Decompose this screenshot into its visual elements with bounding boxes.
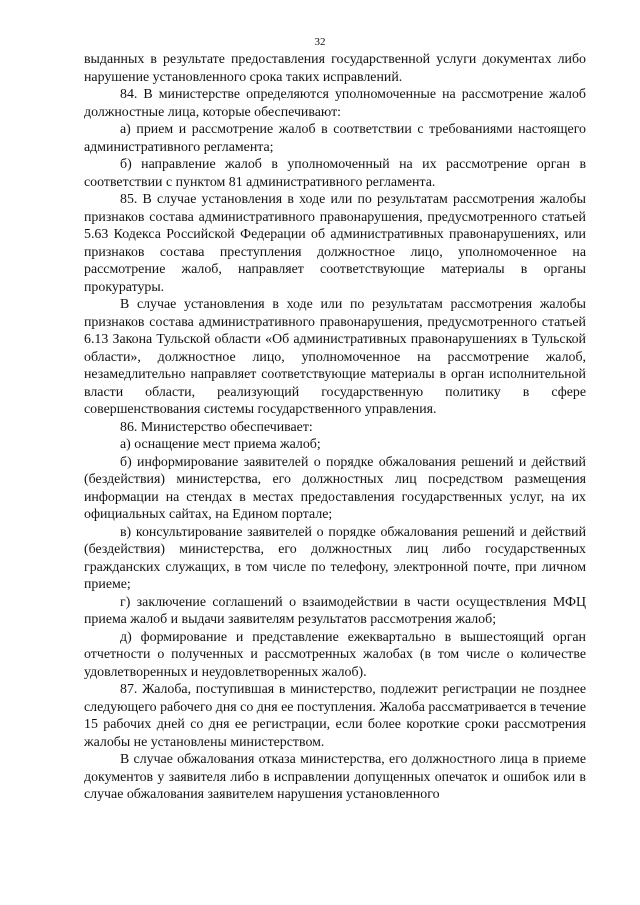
paragraph-86: 86. Министерство обеспечивает: [120, 419, 313, 435]
paragraph-85: 85. В случае установления в ходе или по результатам рассмотрения жалобы признаков состава административного правонарушения, предусмотренного статьей 5.63 Кодекса Российской Федерации об административных правонарушениях, или признаков состава преступления должностное лицо, уполномоченное на рассмотрение жалоб, направляет соответствующие материалы в органы прокуратуры. [84, 192, 586, 295]
document-body [84, 51, 586, 804]
page-number: 32 [314, 36, 326, 48]
paragraph-87: 87. Жалоба, поступившая в министерство, подлежит регистрации не позднее следующего рабочего дня со дня ее поступления. Жалоба рассматривается в течение 15 рабочих дней со дня ее регистрации, если более короткие сроки рассмотрения жалобы не установлены министерством. [84, 682, 586, 750]
paragraph-86-b: б) информирование заявителей о порядке обжалования решений и действий (бездействия) министерства, его должностных лиц посредством размещения информации на стендах в местах предоставления государственных услуг, на их официальных сайтах, на Едином портале; [84, 454, 586, 522]
paragraph-84: 84. В министерстве определяются уполномоченные на рассмотрение жалоб должностные лица, которые обеспечивают: [84, 87, 586, 120]
paragraph-85-second: В случае установления в ходе или по результатам рассмотрения жалобы признаков состава административного правонарушения, предусмотренного статьей 6.13 Закона Тульской области «Об административных правонарушениях в Тульской области», должностное лицо, уполномоченное на рассмотрение жалоб, незамедлительно направляет соответствующие материалы в орган исполнительной власти области, реализующий государственную политику в сфере совершенствования системы государственного управления. [84, 297, 586, 417]
paragraph-86-g: г) заключение соглашений о взаимодействии в части осуществления МФЦ приема жалоб и выдачи заявителям результатов рассмотрения жалоб; [84, 594, 586, 627]
paragraph-86-v: в) консультирование заявителей о порядке обжалования решений и действий (бездействия) министерства, его должностных лиц либо государственных гражданских служащих, в том числе по телефону, электронной почте, при личном приеме; [84, 524, 586, 592]
paragraph-86-d: д) формирование и представление ежеквартально в вышестоящий орган отчетности о полученных и рассмотренных жалобах (в том числе о количестве удовлетворенных и неудовлетворенных жалоб). [84, 629, 586, 680]
paragraph-84-a: а) прием и рассмотрение жалоб в соответствии с требованиями настоящего административного регламента; [84, 122, 586, 155]
paragraph-continuation: выданных в результате предоставления государственной услуги документах либо нарушение установленного срока таких исправлений. [84, 52, 586, 85]
paragraph-86-a: а) оснащение мест приема жалоб; [120, 437, 321, 452]
paragraph-84-b: б) направление жалоб в уполномоченный на их рассмотрение орган в соответствии с пунктом 81 административного регламента. [84, 157, 586, 190]
paragraph-87-second: В случае обжалования отказа министерства, его должностного лица в приеме документов у заявителя либо в исправлении допущенных опечаток и ошибок или в случае обжалования заявителем нарушения установленного [84, 752, 586, 802]
